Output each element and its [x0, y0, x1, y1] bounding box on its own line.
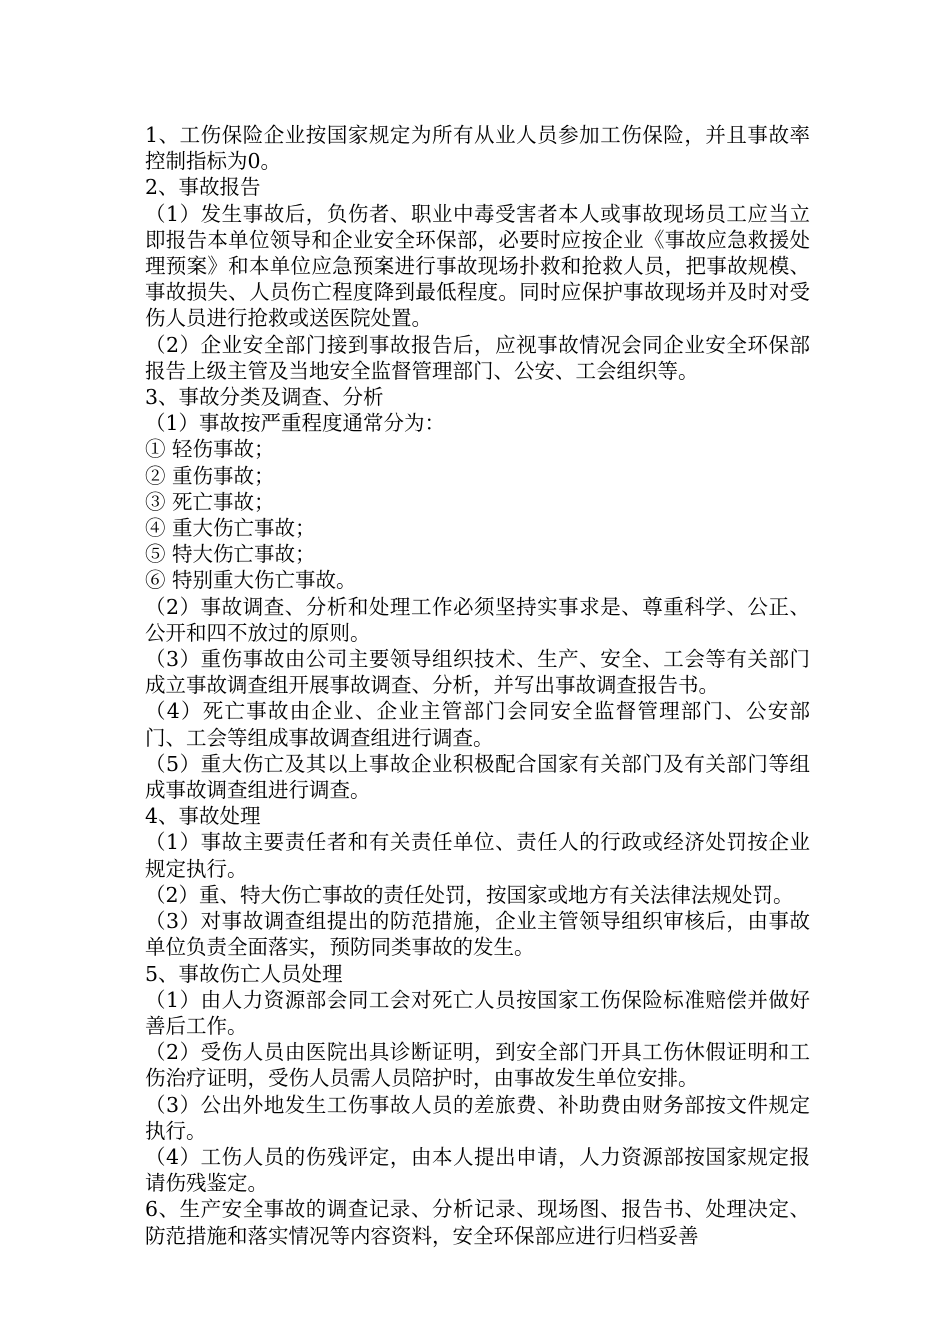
list-item-major-casualty: ④ 重大伤亡事故； [145, 516, 316, 541]
list-item-especially-major-casualty: ⑥ 特别重大伤亡事故。 [145, 568, 357, 593]
heading-classification: 3、事故分类及调查、分析 [145, 385, 384, 410]
heading-casualty-handling: 5、事故伤亡人员处理 [145, 961, 343, 986]
heading-accident-handling: 4、事故处理 [145, 804, 261, 829]
list-item-serious-injury: ② 重伤事故； [145, 463, 275, 488]
paragraph-classification-1: （1）事故按严重程度通常分为： [145, 411, 446, 436]
paragraph-handling-3: （3）对事故调查组提出的防范措施，企业主管领导组织审核后，由事故单位负责全面落实，预防同类事故的发生。 [145, 909, 810, 960]
paragraph-handling-1: （1）事故主要责任者和有关责任单位、责任人的行政或经济处罚按企业规定执行。 [145, 830, 810, 881]
paragraph-handling-2: （2）重、特大伤亡事故的责任处罚，按国家或地方有关法律法规处罚。 [145, 882, 794, 907]
list-item-death: ③ 死亡事故； [145, 489, 275, 514]
list-item-minor-injury: ① 轻伤事故； [145, 437, 275, 462]
list-item-extra-major-casualty: ⑤ 特大伤亡事故； [145, 542, 316, 567]
paragraph-report-2: （2）企业安全部门接到事故报告后，应视事故情况会同企业安全环保部报告上级主管及当地安全监督管理部门、公安、工会组织等。 [145, 332, 810, 383]
paragraph-casualty-3: （3）公出外地发生工伤事故人员的差旅费、补助费由财务部按文件规定执行。 [145, 1092, 810, 1143]
paragraph-work-injury-insurance: 1、工伤保险企业按国家规定为所有从业人员参加工伤保险，并且事故率控制指标为0。 [145, 123, 810, 174]
document-body [145, 122, 810, 1249]
paragraph-classification-4: （4）死亡事故由企业、企业主管部门会同安全监督管理部门、公安部门、工会等组成事故调查组进行调查。 [145, 699, 810, 750]
paragraph-classification-3: （3）重伤事故由公司主要领导组织技术、生产、安全、工会等有关部门成立事故调查组开展事故调查、分析，并写出事故调查报告书。 [145, 647, 810, 698]
paragraph-classification-5: （5）重大伤亡及其以上事故企业积极配合国家有关部门及有关部门等组成事故调查组进行调查。 [145, 751, 810, 803]
paragraph-records-archiving: 6、生产安全事故的调查记录、分析记录、现场图、报告书、处理决定、防范措施和落实情况等内容资料，安全环保部应进行归档妥善 [145, 1197, 810, 1248]
paragraph-casualty-1: （1）由人力资源部会同工会对死亡人员按国家工伤保险标准赔偿并做好善后工作。 [145, 987, 810, 1038]
paragraph-casualty-4: （4）工伤人员的伤残评定，由本人提出申请，人力资源部按国家规定报请伤残鉴定。 [145, 1144, 810, 1196]
heading-accident-report: 2、事故报告 [145, 175, 261, 200]
paragraph-casualty-2: （2）受伤人员由医院出具诊断证明，到安全部门开具工伤休假证明和工伤治疗证明，受伤人员需人员陪护时，由事故发生单位安排。 [145, 1040, 810, 1091]
paragraph-report-1: （1）发生事故后，负伤者、职业中毒受害者本人或事故现场员工应当立即报告本单位领导和企业安全环保部，必要时应按企业《事故应急救援处理预案》和本单位应急预案进行事故现场扑救和抢救人员，把事故规模、事故损失、人员伤亡程度降到最低程度。同时应保护事故现场并及时对受伤人员进行抢救或送医院处置。 [145, 201, 810, 331]
paragraph-classification-2: （2）事故调查、分析和处理工作必须坚持实事求是、尊重科学、公正、公开和四不放过的原则。 [145, 594, 810, 645]
